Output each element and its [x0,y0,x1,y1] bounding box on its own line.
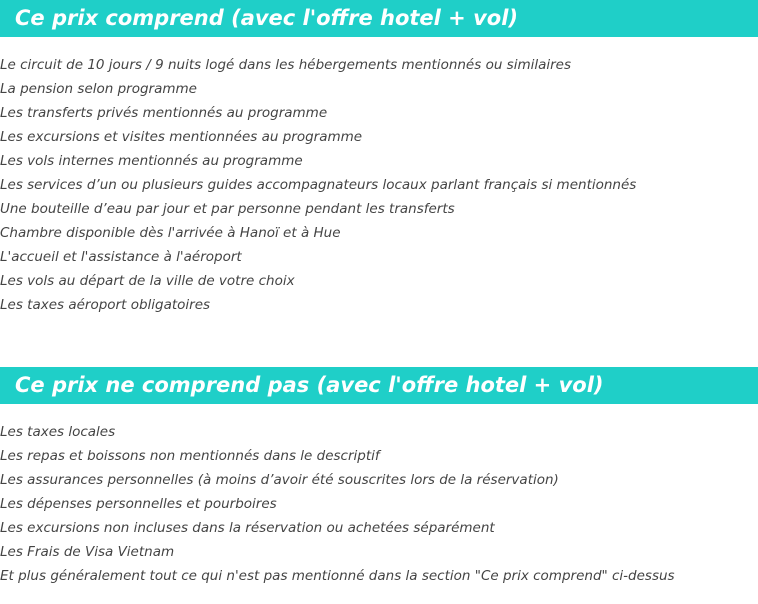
list-item: Les Frais de Visa Vietnam [0,544,175,560]
list-item: Le circuit de 10 jours / 9 nuits logé dans les hébergements mentionnés ou similaires [0,57,572,73]
list-item: Les taxes locales [0,424,116,440]
list-item: Une bouteille d’eau par jour et par personne pendant les transferts [0,201,455,217]
excludes-list [0,420,675,588]
includes-list [0,53,636,317]
list-item: Les excursions non incluses dans la réservation ou achetées séparément [0,520,495,536]
list-item: Les assurances personnelles (à moins d’avoir été souscrites lors de la réservation) [0,472,559,488]
list-item: Les taxes aéroport obligatoires [0,297,211,313]
list-item: Les repas et boissons non mentionnés dans le descriptif [0,448,380,464]
list-item: Les vols au départ de la ville de votre choix [0,273,295,289]
excludes-section-title: Ce prix ne comprend pas (avec l'offre hotel + vol) [0,367,758,404]
list-item: La pension selon programme [0,81,197,97]
list-item: Les transferts privés mentionnés au programme [0,105,328,121]
list-item: Chambre disponible dès l'arrivée à Hanoï et à Hue [0,225,341,241]
list-item: Les services d’un ou plusieurs guides accompagnateurs locaux parlant français si mentionnés [0,177,637,193]
list-item: Les vols internes mentionnés au programme [0,153,303,169]
list-item: L'accueil et l'assistance à l'aéroport [0,249,242,265]
list-item: Les dépenses personnelles et pourboires [0,496,277,512]
list-item: Et plus généralement tout ce qui n'est pas mentionné dans la section "Ce prix comprend" ci-dessus [0,568,675,584]
includes-section-title: Ce prix comprend (avec l'offre hotel + vol) [0,0,758,37]
list-item: Les excursions et visites mentionnées au programme [0,129,363,145]
